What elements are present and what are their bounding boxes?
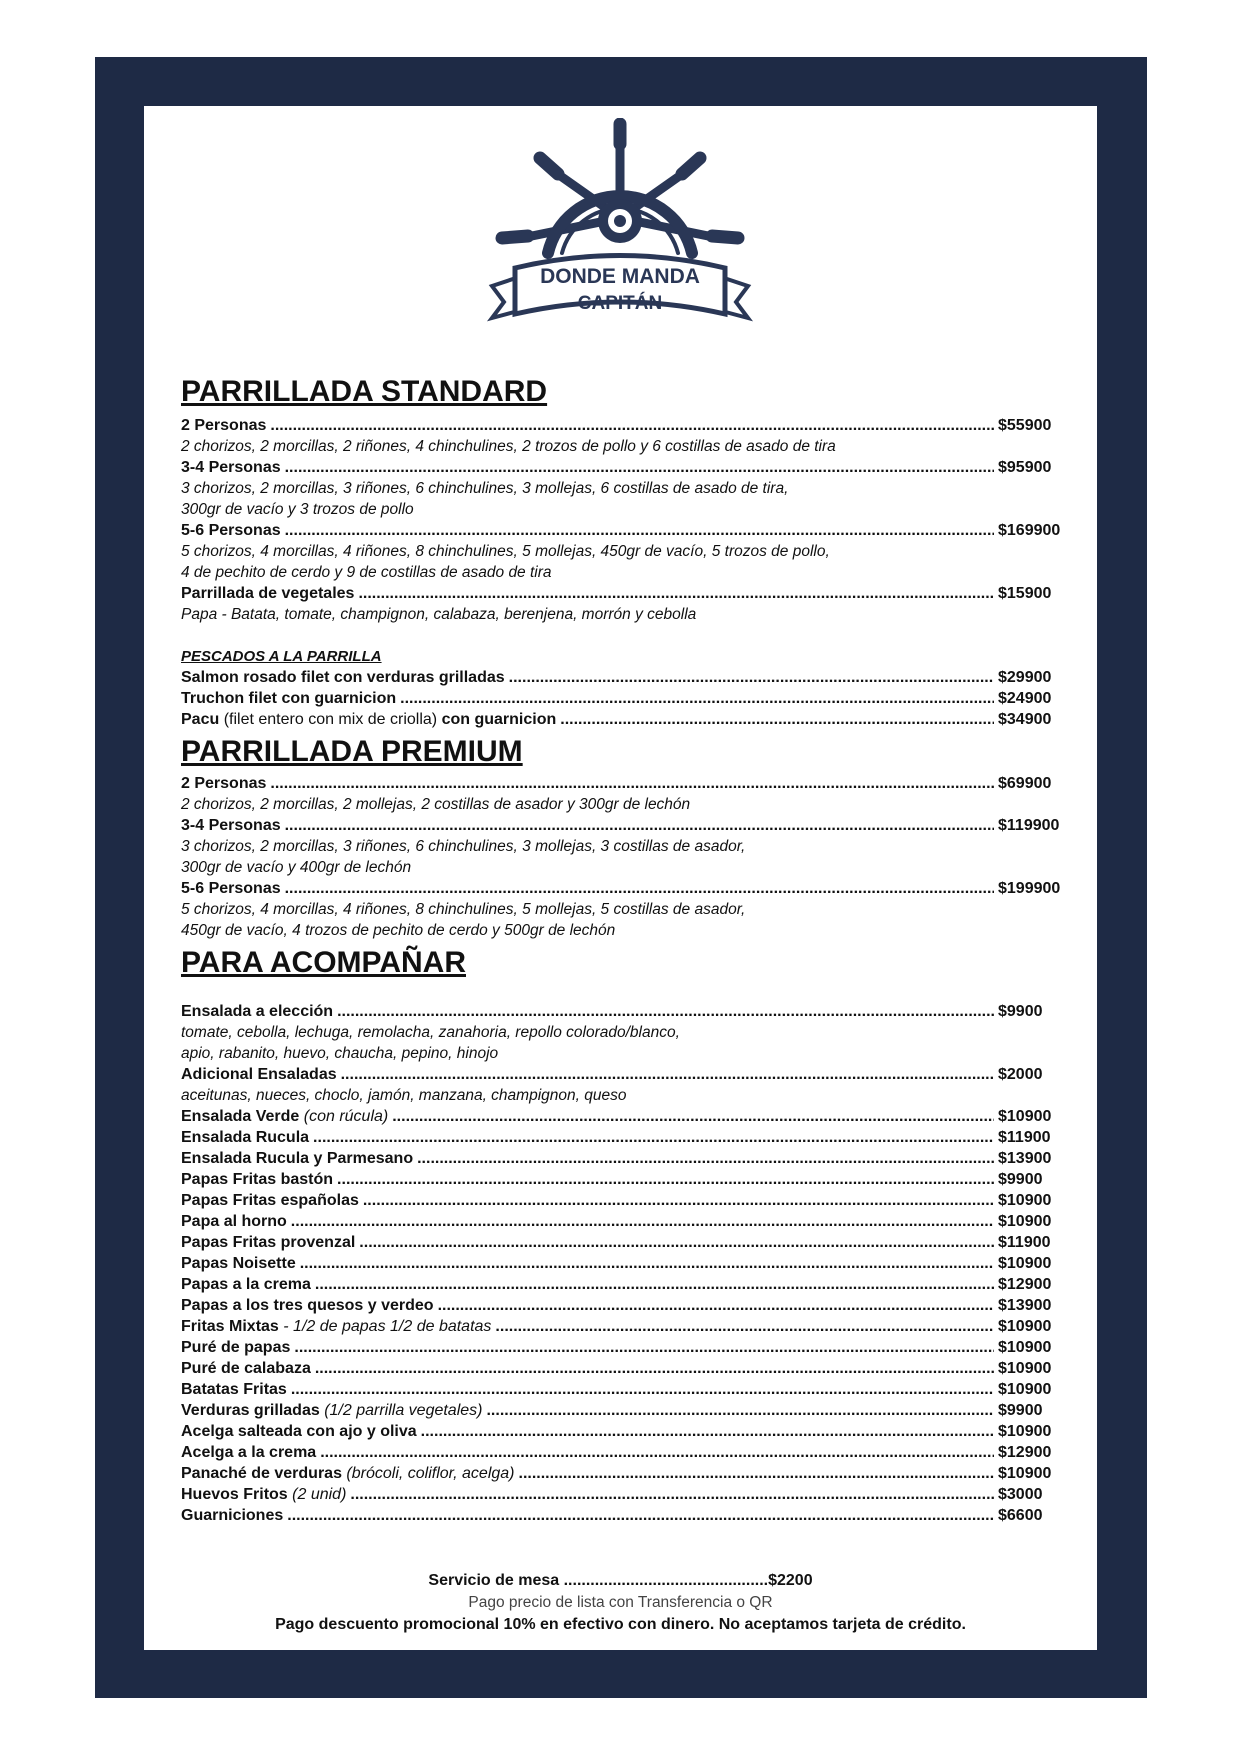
menu-item — [181, 1190, 1066, 1211]
item-description: tomate, cebolla, lechuga, remolacha, zanahoria, repollo colorado/blanco, — [181, 1023, 680, 1041]
payment-list-price-note: Pago precio de lista con Transferencia o QR — [468, 1594, 773, 1611]
logo-text-line1: DONDE MANDA — [540, 265, 700, 288]
item-description: 3 chorizos, 2 morcillas, 3 riñones, 6 chinchulines, 3 mollejas, 6 costillas de asado de tira, — [181, 479, 789, 497]
pescados-items — [181, 667, 1066, 730]
item-name — [181, 520, 281, 541]
menu-item — [181, 1442, 1066, 1463]
item-name-text: Adicional Ensaladas — [181, 1065, 337, 1083]
menu-item — [181, 815, 1066, 836]
item-name-text: Papas a la crema — [181, 1275, 311, 1293]
dot-leader — [421, 1421, 994, 1442]
dot-leader — [270, 773, 994, 794]
item-name — [181, 457, 281, 478]
menu-item — [181, 1463, 1066, 1484]
dot-leader — [417, 1148, 994, 1169]
item-price: $10900 — [998, 1464, 1052, 1482]
section-title-premium: PARRILLADA PREMIUM — [181, 734, 523, 768]
item-name-text: Ensalada Verde — [181, 1107, 300, 1125]
item-name-text: Papas Fritas españolas — [181, 1191, 359, 1209]
item-price: $13900 — [998, 1149, 1052, 1167]
menu-item — [181, 667, 1066, 688]
item-description: 5 chorizos, 4 morcillas, 4 riñones, 8 chinchulines, 5 mollejas, 450gr de vacío, 5 trozos de pollo, — [181, 542, 830, 560]
item-name-tail: con guarnicion — [441, 710, 557, 728]
dot-leader — [320, 1442, 994, 1463]
item-name-text: Salmon rosado filet con verduras grilladas — [181, 668, 505, 686]
menu-item — [181, 688, 1066, 709]
item-price: $10900 — [998, 1359, 1052, 1377]
item-name-text: Ensalada a elección — [181, 1002, 334, 1020]
menu-item — [181, 1316, 1066, 1337]
item-name — [181, 1148, 413, 1169]
ships-wheel-logo — [470, 118, 770, 343]
item-name — [181, 1484, 346, 1505]
menu-content — [181, 376, 1066, 1526]
menu-item — [181, 878, 1066, 899]
dot-leader — [341, 1064, 994, 1085]
item-name — [181, 1442, 316, 1463]
item-name-text: Puré de calabaza — [181, 1359, 311, 1377]
item-price: $9900 — [998, 1002, 1043, 1020]
item-price: $34900 — [998, 710, 1052, 728]
item-price: $3000 — [998, 1485, 1043, 1503]
menu-item — [181, 415, 1066, 436]
item-note: (con rúcula) — [303, 1107, 389, 1125]
item-name — [181, 1316, 491, 1337]
menu-footer — [144, 1570, 1097, 1636]
item-price: $169900 — [998, 521, 1061, 539]
item-description: 5 chorizos, 4 morcillas, 4 riñones, 8 chinchulines, 5 mollejas, 5 costillas de asador, — [181, 901, 746, 918]
menu-item — [181, 583, 1066, 604]
table-service-price: $2200 — [768, 1572, 813, 1589]
menu-item — [181, 457, 1066, 478]
item-price: $10900 — [998, 1191, 1052, 1209]
item-name-text: Papas Noisette — [181, 1254, 296, 1272]
item-name — [181, 415, 266, 436]
item-price: $10900 — [998, 1338, 1052, 1356]
item-description: apio, rabanito, huevo, chaucha, pepino, hinojo — [181, 1044, 499, 1062]
dot-leader — [315, 1274, 994, 1295]
item-name — [181, 1400, 482, 1421]
dot-leader — [359, 1232, 994, 1253]
item-name-text: Ensalada Rucula — [181, 1128, 310, 1146]
dot-leader — [519, 1463, 995, 1484]
item-description: 2 chorizos, 2 morcillas, 2 mollejas, 2 costillas de asador y 300gr de lechón — [181, 796, 691, 813]
item-name-text: 5-6 Personas — [181, 521, 281, 539]
item-price: $2000 — [998, 1065, 1043, 1083]
item-price: $11900 — [998, 1233, 1051, 1251]
dot-leader — [285, 878, 994, 899]
item-name-text: 3-4 Personas — [181, 817, 281, 834]
dot-leader — [285, 815, 994, 836]
menu-item — [181, 1001, 1066, 1022]
menu-item — [181, 1064, 1066, 1085]
item-price: $69900 — [998, 775, 1052, 792]
item-name — [181, 1379, 287, 1400]
item-name — [181, 1001, 333, 1022]
item-name — [181, 1295, 434, 1316]
item-description: 300gr de vacío y 3 trozos de pollo — [181, 500, 414, 518]
dot-leader — [363, 1190, 994, 1211]
item-name-text: Batatas Fritas — [181, 1380, 287, 1398]
dot-leader — [400, 688, 994, 709]
item-name-text: 2 Personas — [181, 416, 267, 434]
item-price: $10900 — [998, 1107, 1052, 1125]
table-service-label: Servicio de mesa — [428, 1572, 560, 1589]
menu-item — [181, 1505, 1066, 1526]
table-service-dots: .............................................. — [563, 1572, 769, 1589]
dot-leader — [315, 1358, 994, 1379]
item-name-text: Truchon filet con guarnicion — [181, 689, 397, 707]
item-name-text: Acelga a la crema — [181, 1443, 317, 1461]
item-price: $119900 — [998, 817, 1060, 834]
dot-leader — [285, 457, 994, 478]
dot-leader — [337, 1001, 994, 1022]
item-description: 300gr de vacío y 400gr de lechón — [181, 859, 412, 876]
item-name — [181, 1463, 515, 1484]
item-description: 450gr de vacío, 4 trozos de pechito de cerdo y 500gr de lechón — [181, 922, 616, 939]
item-name — [181, 878, 281, 899]
menu-item — [181, 1337, 1066, 1358]
item-price: $10900 — [998, 1380, 1052, 1398]
item-name — [181, 1106, 388, 1127]
item-name — [181, 1232, 355, 1253]
item-price: $9900 — [998, 1170, 1043, 1188]
item-name-text: Ensalada Rucula y Parmesano — [181, 1149, 414, 1167]
item-name-text: Huevos Fritos — [181, 1485, 288, 1503]
dot-leader — [291, 1211, 994, 1232]
dot-leader — [495, 1316, 994, 1337]
item-name — [181, 1211, 287, 1232]
item-name-text: Fritas Mixtas — [181, 1317, 279, 1335]
section-title-acompanar: PARA ACOMPAÑAR — [181, 946, 466, 979]
item-name-text: 5-6 Personas — [181, 880, 281, 897]
menu-item — [181, 1358, 1066, 1379]
item-price: $12900 — [998, 1443, 1052, 1461]
item-name — [181, 1505, 283, 1526]
dot-leader — [350, 1484, 994, 1505]
menu-item — [181, 1169, 1066, 1190]
item-name-text: 3-4 Personas — [181, 458, 281, 476]
acompanar-items — [181, 1001, 1066, 1526]
item-note: (2 unid) — [292, 1485, 347, 1503]
item-name — [181, 1274, 311, 1295]
item-name — [181, 667, 505, 688]
dot-leader — [287, 1505, 994, 1526]
item-name-text: Papa al horno — [181, 1212, 287, 1230]
item-name — [181, 1421, 417, 1442]
item-price: $199900 — [998, 880, 1061, 897]
logo-text-line2: CAPITÁN — [577, 293, 663, 314]
menu-item — [181, 1148, 1066, 1169]
item-name-text: Papas a los tres quesos y verdeo — [181, 1296, 434, 1314]
item-price: $55900 — [998, 416, 1052, 434]
item-name-text: Guarniciones — [181, 1506, 284, 1524]
item-name-text: Papas Fritas provenzal — [181, 1233, 356, 1251]
menu-item — [181, 1400, 1066, 1421]
dot-leader — [285, 520, 994, 541]
item-name — [181, 1337, 290, 1358]
item-price: $10900 — [998, 1317, 1052, 1335]
dot-leader — [294, 1337, 994, 1358]
item-name-text: Acelga salteada con ajo y oliva — [181, 1422, 417, 1440]
item-price: $29900 — [998, 668, 1052, 686]
item-price: $24900 — [998, 689, 1052, 707]
menu-item — [181, 1106, 1066, 1127]
item-note: (brócoli, coliflor, acelga) — [346, 1464, 515, 1482]
item-price: $11900 — [998, 1128, 1051, 1146]
menu-item — [181, 1127, 1066, 1148]
dot-leader — [392, 1106, 994, 1127]
item-description: 2 chorizos, 2 morcillas, 2 riñones, 4 chinchulines, 2 trozos de pollo y 6 costillas de asado de tira — [181, 437, 836, 455]
item-price: $13900 — [998, 1296, 1052, 1314]
subsection-title-pescados: PESCADOS A LA PARRILLA — [181, 647, 382, 665]
item-description: Papa - Batata, tomate, champignon, calabaza, berenjena, morrón y cebolla — [181, 605, 697, 623]
item-description: 3 chorizos, 2 morcillas, 3 riñones, 6 chinchulines, 3 mollejas, 3 costillas de asador, — [181, 838, 746, 855]
item-name — [181, 688, 396, 709]
menu-item — [181, 773, 1066, 794]
dot-leader — [313, 1127, 994, 1148]
item-name — [181, 1064, 337, 1085]
menu-item — [181, 1295, 1066, 1316]
item-name-text: Parrillada de vegetales — [181, 584, 355, 602]
item-name — [181, 1127, 309, 1148]
item-note: (filet entero con mix de criolla) — [223, 710, 438, 728]
item-price: $10900 — [998, 1254, 1052, 1272]
standard-items — [181, 415, 1066, 625]
dot-leader — [300, 1253, 994, 1274]
menu-item — [181, 1232, 1066, 1253]
premium-items — [181, 773, 1066, 941]
menu-item — [181, 520, 1066, 541]
item-name-text: Puré de papas — [181, 1338, 291, 1356]
item-name — [181, 815, 281, 836]
dot-leader — [337, 1169, 994, 1190]
item-name-text: Papas Fritas bastón — [181, 1170, 334, 1188]
item-price: $10900 — [998, 1212, 1052, 1230]
section-title-standard: PARRILLADA STANDARD — [181, 375, 548, 408]
dot-leader — [291, 1379, 994, 1400]
item-name — [181, 1253, 296, 1274]
dot-leader — [270, 415, 994, 436]
item-price: $9900 — [998, 1401, 1043, 1419]
dot-leader — [509, 667, 994, 688]
table-service-line — [144, 1570, 1097, 1592]
item-price: $95900 — [998, 458, 1052, 476]
payment-discount-note: Pago descuento promocional 10% en efectivo con dinero. No aceptamos tarjeta de crédito. — [275, 1616, 966, 1633]
item-price: $12900 — [998, 1275, 1052, 1293]
item-price: $10900 — [998, 1422, 1052, 1440]
dot-leader — [438, 1295, 994, 1316]
item-price: $15900 — [998, 584, 1052, 602]
item-name — [181, 583, 354, 604]
item-name — [181, 1169, 333, 1190]
dot-leader — [358, 583, 994, 604]
item-price: $6600 — [998, 1506, 1043, 1524]
dot-leader — [560, 709, 994, 730]
item-description: 4 de pechito de cerdo y 9 de costillas de asado de tira — [181, 563, 552, 581]
menu-item — [181, 1484, 1066, 1505]
item-name-text: Panaché de verduras — [181, 1464, 342, 1482]
item-name-text: Pacu — [181, 710, 220, 728]
dot-leader — [486, 1400, 994, 1421]
item-name — [181, 709, 556, 730]
item-note: (1/2 parrilla vegetales) — [324, 1401, 483, 1419]
item-name-text: Verduras grilladas — [181, 1401, 320, 1419]
menu-item — [181, 1211, 1066, 1232]
menu-item — [181, 1253, 1066, 1274]
item-note: - 1/2 de papas 1/2 de batatas — [283, 1317, 492, 1335]
item-description: aceitunas, nueces, choclo, jamón, manzana, champignon, queso — [181, 1086, 627, 1104]
menu-item — [181, 1274, 1066, 1295]
menu-item — [181, 709, 1066, 730]
menu-item — [181, 1379, 1066, 1400]
item-name — [181, 773, 266, 794]
item-name-text: 2 Personas — [181, 775, 267, 792]
item-name — [181, 1190, 359, 1211]
item-name — [181, 1358, 311, 1379]
menu-item — [181, 1421, 1066, 1442]
